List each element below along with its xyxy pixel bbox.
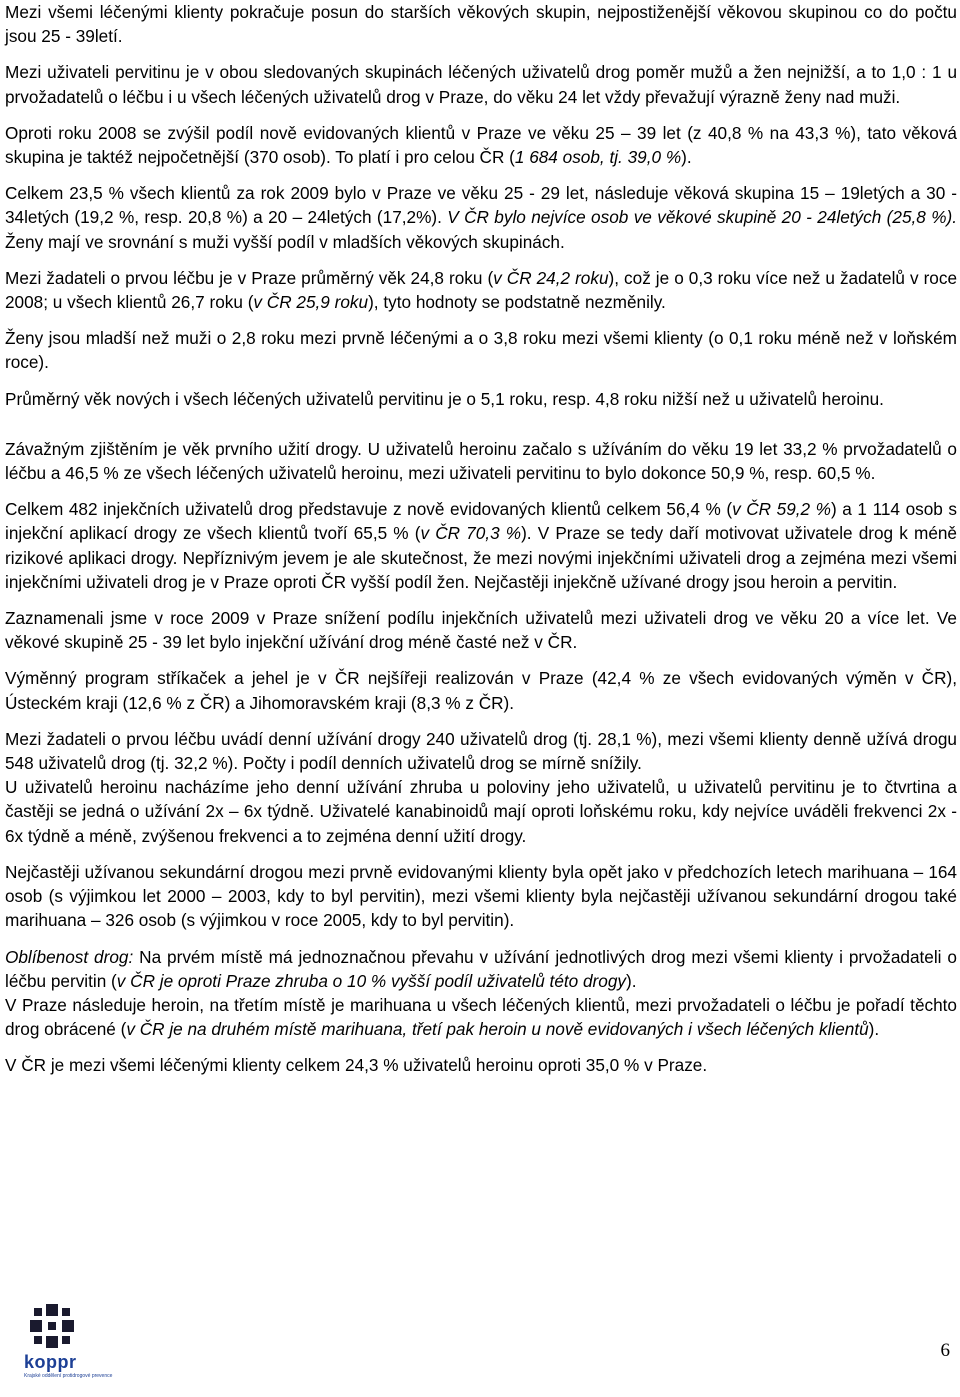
- paragraph: [5, 666, 957, 714]
- italic-text: v ČR 25,9 roku: [253, 292, 369, 313]
- paragraph: [5, 1053, 957, 1077]
- text-run: Zaznamenali jsme v roce 2009 v Praze snížení podílu injekčních uživatelů mezi uživateli drog ve věku 20 a více let. Ve věkové skupině 25 - 39 let bylo injekční užívání drog méně časté než v ČR.: [5, 608, 957, 653]
- paragraph: [5, 860, 957, 933]
- text-run: ).: [681, 147, 692, 168]
- paragraph: [5, 945, 957, 993]
- italic-text: v ČR je na druhém místě marihuana, třetí pak heroin u nově evidovaných i všech léčených klientů: [126, 1019, 869, 1040]
- text-run: U uživatelů heroinu nacházíme jeho denní užívání zhruba u poloviny jeho uživatelů, u uživatelů pervitinu je to čtvrtina a častěji se jedná o užívání 2x – 6x týdně. Uživatelé kanabinoidů mají oproti loňskému roku, kdy nejvíce uváděli frekvenci 2x - 6x týdně a méně, zvýšenou frekvenci a to zejména denní užití drogy.: [5, 777, 957, 846]
- italic-text: Oblíbenost drog:: [5, 946, 134, 967]
- italic-text: v ČR je oproti Praze zhruba o 10 % vyšší podíl uživatelů této drogy: [116, 970, 626, 991]
- paragraph: [5, 0, 957, 48]
- page-number: 6: [940, 1340, 950, 1361]
- paragraph: [5, 437, 957, 485]
- paragraph: [5, 606, 957, 654]
- logo-name: koppr: [24, 1352, 77, 1372]
- paragraph: [5, 775, 957, 848]
- text-run: ), tyto hodnoty se podstatně nezměnily.: [368, 292, 666, 313]
- logo-emblem-icon: [30, 1304, 74, 1348]
- text-run: Mezi žadateli o prvou léčbu je v Praze průměrný věk 24,8 roku (: [5, 267, 494, 288]
- text-run: Výměnný program stříkaček a jehel je v ČR nejšířeji realizován v Praze (42,4 % ze všech evidovaných výměn v ČR), Ústeckém kraji (12,6 % z ČR) a Jihomoravském kraji (8,3 % z ČR).: [5, 668, 957, 713]
- italic-text: V ČR bylo nejvíce osob ve věkové skupině 20 - 24letých (25,8 %).: [447, 207, 957, 228]
- paragraph: [5, 497, 957, 594]
- text-run: Závažným zjištěním je věk prvního užití drogy. U uživatelů heroinu začalo s užíváním do věku 19 let 33,2 % prvožadatelů o léčbu a 46,5 % ze všech léčených uživatelů heroinu, mezi uživateli pervitinu to bylo dokonce 50,9 %, resp. 60,5 %.: [5, 438, 957, 484]
- text-run: Ženy mají ve srovnání s muži vyšší podíl v mladších věkových skupinách.: [5, 231, 565, 252]
- text-run: ). V Praze se tedy daří motivovat uživatele drog k méně rizikové aplikaci drogy. Nepříznivým jevem je ale skutečnost, že mezi novými injekčními uživateli drog a zejména mezi všemi injekčními uživateli drog je v Praze oproti ČR vyšší podíl žen. Nejčastěji injekčně užívané drogy jsou heroin a pervitin.: [5, 523, 957, 592]
- text-run: Průměrný věk nových i všech léčených uživatelů pervitinu je o 5,1 roku, resp. 4,8 roku nižší než u uživatelů heroinu.: [5, 388, 884, 409]
- paragraph: [5, 181, 957, 254]
- text-run: V Praze následuje heroin, na třetím místě je marihuana u všech léčených klientů, mezi prvožadateli o léčbu je pořadí těchto drog obrácené (: [5, 994, 957, 1040]
- italic-text: v ČR 70,3 %: [420, 523, 522, 544]
- paragraph: [5, 387, 957, 411]
- paragraph: [5, 993, 957, 1041]
- text-run: Mezi všemi léčenými klienty pokračuje posun do starších věkových skupin, nejpostiženější věkovou skupinou co do počtu jsou 25 - 39letí.: [5, 2, 957, 47]
- text-run: Oproti roku 2008 se zvýšil podíl nově evidovaných klientů v Praze ve věku 25 – 39 let (z 40,8 % na 43,3 %), tato věková skupina je taktéž nejpočetnější (370 osob). To platí i pro celou ČR (: [5, 122, 957, 168]
- italic-text: 1 684 osob, tj. 39,0 %: [514, 147, 682, 168]
- paragraph: [5, 60, 957, 108]
- text-run: ).: [625, 970, 637, 991]
- paragraph: [5, 266, 957, 314]
- text-run: Celkem 23,5 % všech klientů za rok 2009 bylo v Praze ve věku 25 - 29 let, následuje věková skupina 15 – 19letých a 30 - 34letých (19,2 %, resp. 20,8 %) a 20 – 24letých (17,2%).: [5, 183, 957, 228]
- text-run: Na prvém místě má jednoznačnou převahu v užívání jednotlivých drog mezi všemi klienty i prvožadateli o léčbu pervitin (: [5, 946, 957, 991]
- text-run: ), což je o 0,3 roku více než u žadatelů v roce 2008; u všech klientů 26,7 roku (: [5, 267, 958, 313]
- text-run: Mezi žadateli o prvou léčbu uvádí denní užívání drogy 240 uživatelů drog (tj. 28,1 %), mezi všemi klienty denně užívá drogu 548 uživatelů drog (tj. 32,2 %). Počty i podíl denních uživatelů drog se mírně snížily.: [5, 728, 957, 774]
- text-run: ).: [868, 1019, 880, 1040]
- text-run: Mezi uživateli pervitinu je v obou sledovaných skupinách léčených uživatelů drog poměr mužů a žen nejnižší, a to 1,0 : 1 u prvožadatelů o léčbu i u všech léčených uživatelů drog v Praze, do věku 24 let vždy převažují výrazně ženy nad muži.: [5, 62, 957, 107]
- document-body: [5, 0, 957, 1090]
- logo-subtitle: Krajské oddělení protidrogové prevence: [24, 1373, 113, 1379]
- text-run: Nejčastěji užívanou sekundární drogou mezi prvně evidovanými klienty byla opět jako v předchozích letech marihuana – 164 osob (s výjimkou let 2000 – 2003, kdy to byl pervitin), mezi všemi klienty byla nejčastěji užívanou sekundární drogou také marihuana – 326 osob (s výjimkou v roce 2005, kdy to byl pervitin).: [5, 861, 957, 931]
- koppr-logo: [4, 1304, 136, 1397]
- paragraph: [5, 326, 957, 374]
- text-run: ) a 1 114 osob s injekční aplikací drogy ze všech klientů tvoří 65,5 % (: [5, 499, 958, 544]
- text-run: V ČR je mezi všemi léčenými klienty celkem 24,3 % uživatelů heroinu oproti 35,0 % v Praze.: [5, 1055, 708, 1076]
- paragraph: [5, 121, 957, 169]
- text-run: Ženy jsou mladší než muži o 2,8 roku mezi prvně léčenými a o 3,8 roku mezi všemi klienty (o 0,1 roku méně než v loňském roce).: [5, 328, 957, 373]
- italic-text: v ČR 24,2 roku: [493, 267, 609, 288]
- paragraph: [5, 727, 957, 775]
- italic-text: v ČR 59,2 %: [732, 499, 831, 520]
- text-run: Celkem 482 injekčních uživatelů drog představuje z nově evidovaných klientů celkem 56,4 % (: [5, 499, 733, 520]
